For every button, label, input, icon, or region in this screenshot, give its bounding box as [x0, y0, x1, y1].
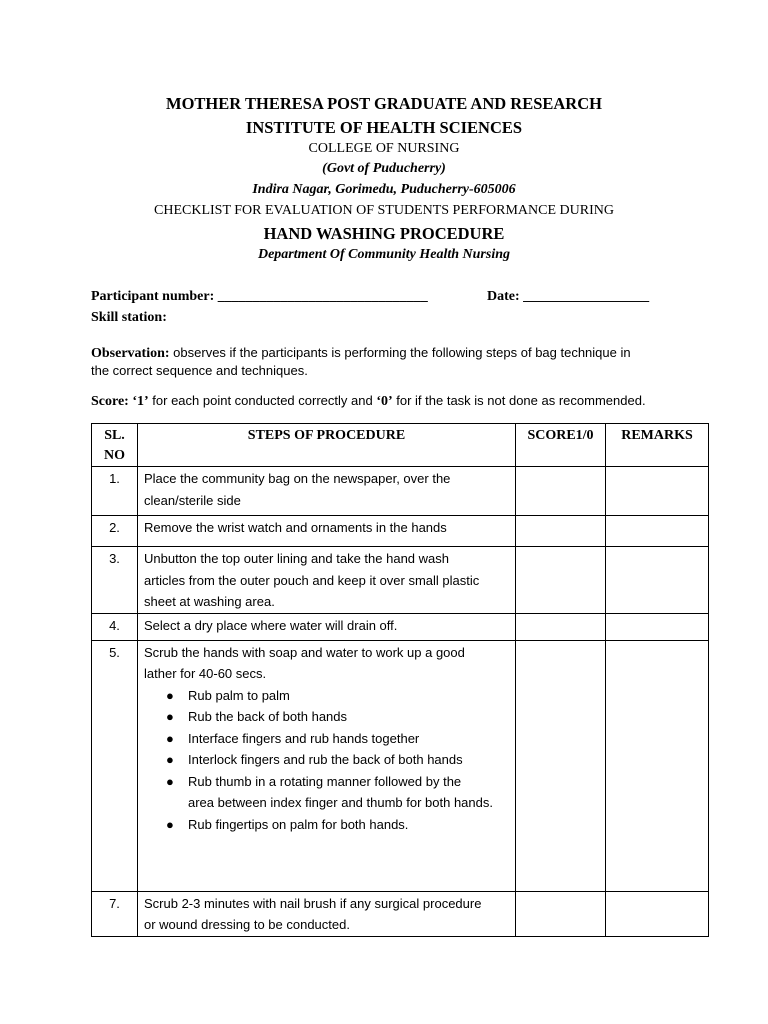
observation-line1	[91, 345, 631, 362]
checklist-title: CHECKLIST FOR EVALUATION OF STUDENTS PERFORMANCE DURING	[154, 203, 614, 218]
score-cell[interactable]	[516, 516, 606, 547]
participant-number-blank: ______________________________	[217, 289, 428, 304]
score-cell[interactable]	[516, 613, 606, 640]
score-cell[interactable]	[516, 547, 606, 614]
remarks-cell[interactable]	[606, 613, 709, 640]
list-item: ● Interface fingers and rub hands together	[188, 728, 509, 750]
score-end: for if the task is not done as recommended.	[392, 393, 646, 408]
step-text: Remove the wrist watch and ornaments in the hands	[138, 516, 516, 547]
step-text: Scrub the hands with soap and water to work up a good lather for 40-60 secs. ● Rub palm to palm ● Rub the back of both hands ● Interface fingers and rub hands together ● Interlock fingers and rub the back of both hands ● Rub thumb in a rotating manner followed by the area between index finger and thumb for both hands. ● Rub fingertips on palm for both hands.	[138, 640, 516, 891]
bullet-icon: ●	[166, 687, 174, 703]
list-item: ● Rub the back of both hands	[188, 706, 509, 728]
skill-station-label: Skill station:	[91, 310, 167, 325]
step-text: Scrub 2-3 minutes with nail brush if any surgical procedure or wound dressing to be conducted.	[138, 891, 516, 936]
score-label: Score:	[91, 394, 129, 409]
header-remarks: REMARKS	[606, 424, 709, 467]
participant-number-label: Participant number:	[91, 289, 215, 304]
college-name: COLLEGE OF NURSING	[308, 141, 460, 156]
header-score: SCORE1/0	[516, 424, 606, 467]
bullet-icon: ●	[166, 773, 174, 789]
step-text: Place the community bag on the newspaper, over the clean/sterile side	[138, 467, 516, 516]
observation-label: Observation:	[91, 346, 170, 361]
institution-name-line2: INSTITUTE OF HEALTH SCIENCES	[245, 118, 523, 137]
date-label: Date:	[487, 289, 520, 304]
table-row	[92, 613, 709, 640]
handwash-steps-list	[144, 685, 509, 836]
table-header-row	[92, 424, 709, 467]
step-text: Unbutton the top outer lining and take the hand wash articles from the outer pouch and keep it over small plastic sheet at washing area.	[138, 547, 516, 614]
list-item: ● Rub palm to palm	[188, 685, 509, 707]
participant-number-field	[91, 289, 428, 305]
table-row	[92, 547, 709, 614]
score-mid: for each point conducted correctly and	[148, 393, 377, 408]
score-cell[interactable]	[516, 891, 606, 936]
address: Indira Nagar, Gorimedu, Puducherry-605006	[252, 182, 516, 197]
table-row	[92, 891, 709, 936]
score-one: ‘1’	[132, 394, 149, 409]
score-cell[interactable]	[516, 640, 606, 891]
header-sl-no: SL. NO	[92, 424, 138, 467]
score-cell[interactable]	[516, 467, 606, 516]
bullet-icon: ●	[166, 709, 174, 724]
remarks-cell[interactable]	[606, 640, 709, 891]
row-number: 2.	[92, 516, 138, 547]
bullet-icon: ●	[166, 816, 174, 832]
observation-text2: the correct sequence and techniques.	[91, 363, 308, 378]
govt-label: (Govt of Puducherry)	[322, 161, 446, 176]
bullet-icon: ●	[166, 752, 174, 767]
list-item: ● Interlock fingers and rub the back of both hands	[188, 749, 509, 771]
remarks-cell[interactable]	[606, 891, 709, 936]
remarks-cell[interactable]	[606, 516, 709, 547]
row-number: 7.	[92, 891, 138, 936]
list-item: ● Rub fingertips on palm for both hands.	[188, 814, 509, 836]
institution-name-line1: MOTHER THERESA POST GRADUATE AND RESEARCH	[166, 94, 602, 113]
procedure-table	[91, 423, 709, 937]
date-blank: __________________	[523, 289, 650, 304]
table-row	[92, 516, 709, 547]
header-steps: STEPS OF PROCEDURE	[138, 424, 516, 467]
row-number: 1.	[92, 467, 138, 516]
remarks-cell[interactable]	[606, 547, 709, 614]
date-field	[487, 289, 649, 305]
bullet-icon: ●	[166, 730, 174, 746]
procedure-title: HAND WASHING PROCEDURE	[263, 224, 505, 243]
observation-text1: observes if the participants is performing the following steps of bag technique in	[169, 345, 631, 360]
score-line	[91, 393, 646, 410]
row-number: 3.	[92, 547, 138, 614]
step-text: Select a dry place where water will drain off.	[138, 613, 516, 640]
row-number: 5.	[92, 640, 138, 891]
row-number: 4.	[92, 613, 138, 640]
department-name: Department Of Community Health Nursing	[257, 247, 511, 262]
table-row	[92, 467, 709, 516]
list-item: ● Rub thumb in a rotating manner followed by the area between index finger and thumb for both hands.	[188, 771, 509, 814]
score-zero: ‘0’	[376, 394, 393, 409]
remarks-cell[interactable]	[606, 467, 709, 516]
table-row	[92, 640, 709, 891]
